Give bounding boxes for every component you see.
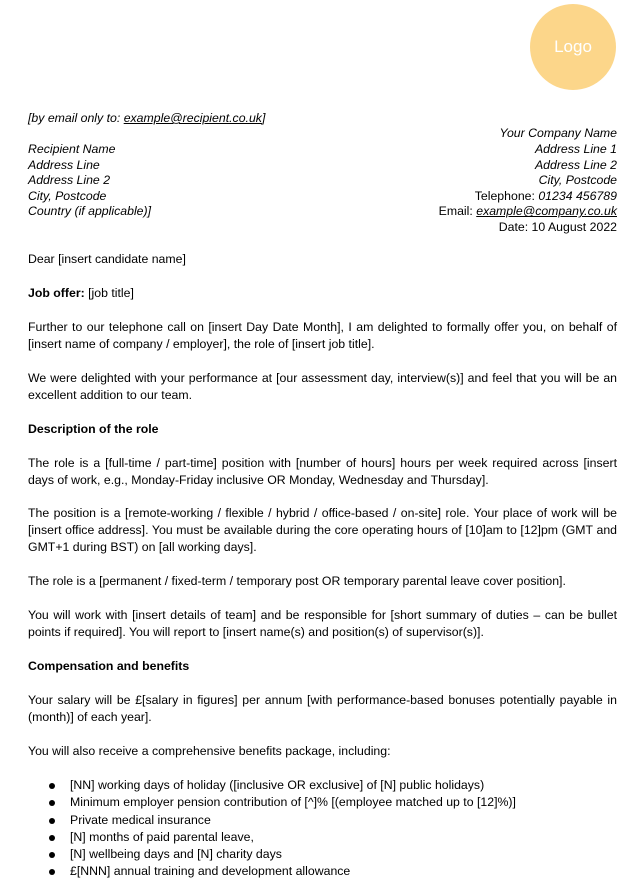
benefits-intro-paragraph: You will also receive a comprehensive benefits package, including: bbox=[28, 744, 391, 758]
email-note-prefix: [by email only to: bbox=[28, 111, 124, 125]
telephone-label: Telephone: bbox=[474, 188, 539, 203]
sender-email-link[interactable]: example@company.co.uk bbox=[476, 204, 617, 219]
job-offer-label: Job offer: bbox=[28, 286, 85, 300]
benefit-text: [NN] working days of holiday ([inclusive OR exclusive] of [N] public holidays) bbox=[70, 778, 485, 792]
benefit-text: [N] wellbeing days and [N] charity days bbox=[70, 847, 282, 862]
team-paragraph: You will work with [insert details of team] and be responsible for [short summary of duties – can be bullet points if required]. You will report to [insert name(s) and position(s) of supervisor(s)]. bbox=[28, 608, 617, 639]
recipient-address-line-2: Address Line 2 bbox=[28, 173, 111, 188]
recipient-address-line: Address Line bbox=[28, 157, 100, 172]
benefit-item bbox=[28, 863, 617, 880]
letter-date: Date: 10 August 2022 bbox=[498, 220, 617, 234]
compensation-heading: Compensation and benefits bbox=[28, 659, 190, 673]
sender-company-name: Your Company Name bbox=[499, 126, 617, 141]
benefit-item bbox=[28, 794, 617, 811]
bullet-icon bbox=[49, 800, 55, 806]
benefit-text: Minimum employer pension contribution of [^]% [(employee matched up to [12]%)] bbox=[70, 795, 516, 810]
benefit-text: £[NNN] annual training and development allowance bbox=[70, 864, 351, 879]
recipient-email-link[interactable]: example@recipient.co.uk bbox=[123, 111, 262, 125]
benefit-item bbox=[28, 777, 617, 794]
performance-paragraph: We were delighted with your performance at [our assessment day, interview(s)] and feel that you will be an excellent addition to our team. bbox=[28, 371, 617, 402]
role-hours-paragraph: The role is a [full-time / part-time] position with [number of hours] hours per week required across [insert days of work, e.g., Monday-Friday inclusive OR Monday, Wednesday and Thursday]. bbox=[28, 456, 617, 487]
benefit-text: Private medical insurance bbox=[70, 812, 211, 827]
position-paragraph: The position is a [remote-working / flexible / hybrid / office-based / on-site] role. Your place of work will be [insert office address]. You must be available during the core operating hours of [10]am to [12]pm (GMT and GMT+1 during BST) on [all working days]. bbox=[28, 506, 617, 554]
role-description-heading: Description of the role bbox=[28, 422, 159, 436]
greeting: Dear [insert candidate name] bbox=[28, 252, 186, 266]
benefits-list bbox=[28, 777, 617, 881]
salary-paragraph: Your salary will be £[salary in figures] per annum [with performance-based bonuses potentially payable in (month)] of each year]. bbox=[28, 693, 617, 724]
recipient-country: Country (if applicable)] bbox=[28, 204, 152, 219]
bullet-icon bbox=[49, 835, 55, 841]
benefit-text: [N] months of paid parental leave, bbox=[70, 829, 254, 844]
sender-city-postcode: City, Postcode bbox=[538, 173, 617, 188]
job-offer-value: [job title] bbox=[84, 286, 134, 300]
job-offer-line bbox=[28, 285, 617, 302]
recipient-city-postcode: City, Postcode bbox=[28, 188, 107, 203]
telephone-number: 01234 456789 bbox=[538, 188, 617, 203]
email-note-suffix: ] bbox=[261, 111, 266, 125]
company-logo: Logo bbox=[530, 4, 616, 90]
bullet-icon bbox=[49, 818, 55, 824]
intro-paragraph: Further to our telephone call on [insert Day Date Month], I am delighted to formally offer you, on behalf of [insert name of company / employer], the role of [insert job title]. bbox=[28, 320, 617, 351]
recipient-name: Recipient Name bbox=[28, 142, 116, 156]
email-label: Email: bbox=[438, 204, 477, 219]
benefit-item bbox=[28, 812, 617, 829]
role-type-paragraph: The role is a [permanent / fixed-term / temporary post OR temporary parental leave cover position]. bbox=[28, 574, 566, 588]
sender-email bbox=[439, 204, 617, 220]
benefit-item bbox=[28, 829, 617, 846]
email-delivery-note bbox=[28, 111, 265, 127]
bullet-icon bbox=[49, 783, 55, 789]
sender-telephone bbox=[475, 189, 617, 205]
bullet-icon bbox=[49, 852, 55, 858]
sender-address-line-2: Address Line 2 bbox=[534, 157, 617, 172]
sender-address-line-1: Address Line 1 bbox=[534, 142, 617, 156]
benefit-item bbox=[28, 846, 617, 863]
bullet-icon bbox=[49, 869, 55, 875]
